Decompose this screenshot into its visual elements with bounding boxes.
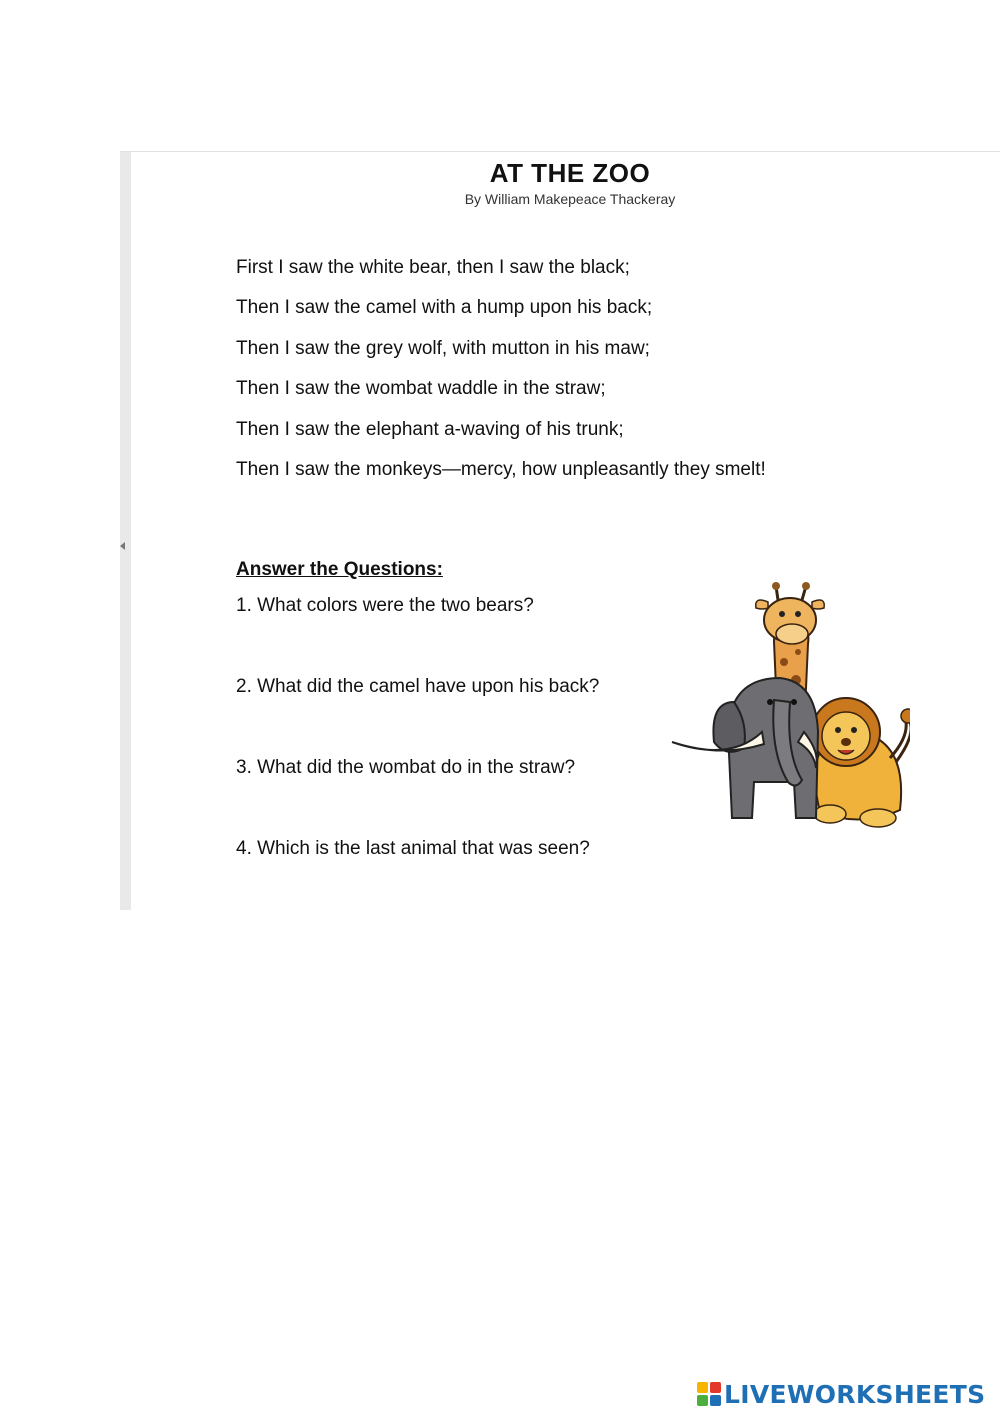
- lion-icon: [812, 698, 910, 827]
- collapse-arrow-icon[interactable]: [120, 542, 125, 550]
- liveworksheets-logo[interactable]: [697, 1378, 985, 1410]
- worksheet-page: [120, 151, 1000, 910]
- question-item: 1. What colors were the two bears?: [236, 595, 534, 616]
- page-gutter: [120, 152, 131, 910]
- questions-list: [236, 595, 599, 919]
- poem-title: AT THE ZOO: [489, 158, 651, 188]
- poem-line: Then I saw the monkeys—mercy, how unpleasantly they smelt!: [236, 459, 766, 481]
- zoo-animals-illustration: [670, 582, 910, 834]
- question-item: 4. Which is the last animal that was seen?: [236, 838, 590, 859]
- question-item: 3. What did the wombat do in the straw?: [236, 757, 576, 778]
- poem-line: Then I saw the elephant a-waving of his trunk;: [236, 418, 624, 440]
- poem-line: Then I saw the camel with a hump upon his back;: [236, 297, 653, 319]
- questions-heading: Answer the Questions:: [236, 559, 443, 580]
- poem-line: First I saw the white bear, then I saw the black;: [236, 257, 630, 278]
- elephant-icon: [672, 678, 818, 818]
- logo-text: LIVEWORKSHEETS: [724, 1379, 986, 1409]
- poem-body: [236, 248, 766, 490]
- liveworksheets-logo-icon: [697, 1382, 721, 1406]
- question-item: 2. What did the camel have upon his back?: [236, 676, 600, 697]
- poem-line: Then I saw the wombat waddle in the straw;: [236, 378, 606, 400]
- poem-author: By William Makepeace Thackeray: [464, 191, 676, 207]
- poem-line: Then I saw the grey wolf, with mutton in his maw;: [236, 337, 650, 359]
